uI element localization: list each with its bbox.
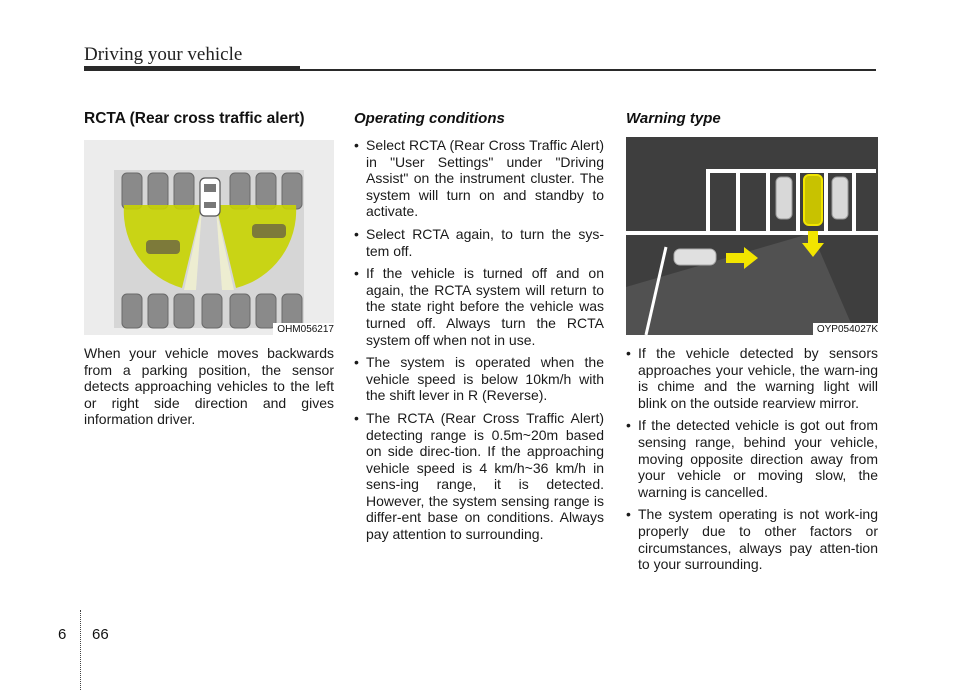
rcta-parking-figure (84, 140, 334, 335)
section-number: 6 (58, 626, 67, 643)
warning-type-title: Warning type (626, 110, 721, 127)
intro-paragraph: When your vehicle moves backwards from a parking position, the sensor detects approaching vehicles to the left or right side direction and gives information driver. (84, 345, 334, 428)
page-divider (80, 610, 81, 690)
header-rule (300, 69, 876, 71)
figure-code: OHM056217 (273, 323, 334, 335)
operating-conditions-title: Operating conditions (354, 110, 505, 127)
parking-lot-illustration (84, 140, 334, 335)
warning-type-list (626, 345, 878, 573)
list-item: • If the vehicle detected by sensors approaches your vehicle, the warn-ing is chime and the warning light will blink on the outside rearview mirror. (626, 345, 878, 411)
list-item: • If the detected vehicle is got out from sensing range, behind your vehicle, moving opposite direction away from your vehicle or moving slow, the warning is cancelled. (626, 417, 878, 500)
list-item: • The system is operated when the vehicle speed is below 10km/h with the shift lever in R (Reverse). (354, 354, 604, 404)
list-item: • The RCTA (Rear Cross Traffic Alert) detecting range is 0.5m~20m based on side direc-tion. If the approaching vehicle speed is 4 km/h~36 km/h in sens-ing range, it is detected. However, the system sensing range is differ-ent base on conditions. Always pay attention to surrounding. (354, 410, 604, 543)
figure-code: OYP054027K (813, 323, 878, 335)
operating-conditions-list (354, 137, 604, 543)
column-operating-conditions (354, 110, 604, 549)
list-item: • Select RCTA again, to turn the sys-tem off. (354, 226, 604, 259)
warning-illustration (626, 137, 878, 335)
column-rcta-intro (84, 110, 334, 428)
column-warning-type (626, 110, 878, 579)
list-item: • If the vehicle is turned off and on again, the RCTA system will return to the state right before the vehicle was turned off. Always turn the RCTA system off when not in use. (354, 265, 604, 348)
page-number: 66 (92, 626, 109, 643)
list-item: • The system operating is not work-ing properly due to other factors or circumstances, always pay atten-tion to your surrounding. (626, 506, 878, 572)
list-item: • Select RCTA (Rear Cross Traffic Alert) in "User Settings" under "Driving Assist" on the instrument cluster. The system will turn on and standby to activate. (354, 137, 604, 220)
header-title: Driving your vehicle (84, 44, 243, 65)
warning-figure (626, 137, 878, 335)
header-bar (84, 66, 300, 71)
section-title: RCTA (Rear cross traffic alert) (84, 110, 305, 127)
